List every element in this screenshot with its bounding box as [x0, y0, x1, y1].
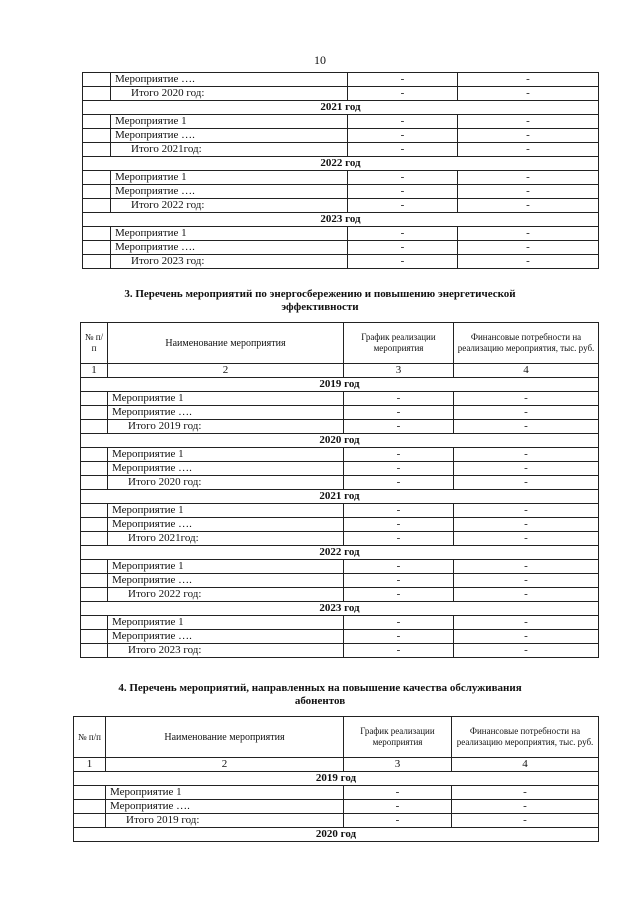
row-number: [81, 588, 108, 602]
col-number: 3: [344, 758, 452, 772]
row-number: [81, 630, 108, 644]
table-row: [83, 171, 599, 185]
finance-value: -: [458, 199, 599, 213]
year-label: 2020 год: [74, 828, 599, 842]
section-3-title-line2: эффективности: [281, 301, 359, 313]
year-row: [81, 378, 599, 392]
activity-name: Мероприятие 1: [111, 171, 348, 185]
header-name: Наименование мероприятия: [106, 717, 344, 758]
activity-name: Итого 2023 год:: [111, 255, 348, 269]
table-row: [81, 504, 599, 518]
table-row: [81, 448, 599, 462]
total-row: [81, 420, 599, 434]
finance-value: -: [454, 588, 599, 602]
year-label: 2021 год: [83, 101, 599, 115]
finance-value: -: [454, 574, 599, 588]
table-row: [74, 800, 599, 814]
header-finance: Финансовые потребности на реализацию мероприятия, тыс. руб.: [452, 717, 599, 758]
finance-value: -: [458, 73, 599, 87]
schedule-value: -: [344, 560, 454, 574]
table-row: [81, 560, 599, 574]
total-row: [81, 644, 599, 658]
row-number: [81, 560, 108, 574]
schedule-value: -: [344, 588, 454, 602]
finance-value: -: [452, 814, 599, 828]
schedule-value: -: [348, 115, 458, 129]
table-row: [81, 406, 599, 420]
activity-name: Мероприятие ….: [111, 241, 348, 255]
row-number: [81, 616, 108, 630]
year-row: [74, 828, 599, 842]
row-number: [81, 462, 108, 476]
activity-name: Мероприятие 1: [108, 560, 344, 574]
col-number: 1: [74, 758, 106, 772]
finance-value: -: [458, 87, 599, 101]
year-label: 2023 год: [81, 602, 599, 616]
finance-value: -: [454, 448, 599, 462]
activity-name: Итого 2022 год:: [108, 588, 344, 602]
row-number: [83, 129, 111, 143]
activity-name: Итого 2020 год:: [108, 476, 344, 490]
schedule-value: -: [348, 227, 458, 241]
schedule-value: -: [344, 814, 452, 828]
column-numbers-row: [81, 364, 599, 378]
activity-name: Мероприятие ….: [108, 630, 344, 644]
row-number: [83, 185, 111, 199]
finance-value: -: [454, 406, 599, 420]
page-number: 10: [314, 53, 326, 67]
schedule-value: -: [344, 462, 454, 476]
header-num: № п/п: [81, 323, 108, 364]
row-number: [83, 241, 111, 255]
header-finance: Финансовые потребности на реализацию мероприятия, тыс. руб.: [454, 323, 599, 364]
schedule-value: -: [344, 420, 454, 434]
activity-name: Мероприятие ….: [106, 800, 344, 814]
activity-name: Мероприятие ….: [108, 518, 344, 532]
table-row: [83, 115, 599, 129]
finance-value: -: [454, 560, 599, 574]
section-2-table: [82, 72, 599, 269]
schedule-value: -: [348, 87, 458, 101]
total-row: [83, 255, 599, 269]
row-number: [83, 199, 111, 213]
activity-name: Мероприятие ….: [108, 462, 344, 476]
year-row: [83, 101, 599, 115]
activity-name: Мероприятие ….: [108, 574, 344, 588]
col-number: 4: [454, 364, 599, 378]
row-number: [81, 448, 108, 462]
activity-name: Мероприятие 1: [111, 227, 348, 241]
header-schedule: График реализации мероприятия: [344, 717, 452, 758]
row-number: [83, 87, 111, 101]
row-number: [81, 574, 108, 588]
finance-value: -: [454, 504, 599, 518]
finance-value: -: [458, 241, 599, 255]
finance-value: -: [454, 532, 599, 546]
schedule-value: -: [348, 199, 458, 213]
table-row: [81, 462, 599, 476]
col-number: 2: [108, 364, 344, 378]
activity-name: Итого 2020 год:: [111, 87, 348, 101]
activity-name: Мероприятие 1: [108, 616, 344, 630]
row-number: [83, 227, 111, 241]
year-row: [81, 434, 599, 448]
schedule-value: -: [348, 241, 458, 255]
activity-name: Мероприятие 1: [111, 115, 348, 129]
activity-name: Мероприятие 1: [108, 448, 344, 462]
total-row: [83, 87, 599, 101]
activity-name: Мероприятие 1: [108, 392, 344, 406]
row-number: [81, 476, 108, 490]
activity-name: Итого 2023 год:: [108, 644, 344, 658]
row-number: [83, 115, 111, 129]
activity-name: Мероприятие 1: [108, 504, 344, 518]
schedule-value: -: [348, 143, 458, 157]
schedule-value: -: [344, 630, 454, 644]
finance-value: -: [458, 255, 599, 269]
table-row: [83, 73, 599, 87]
year-label: 2019 год: [74, 772, 599, 786]
section-3-table: [80, 322, 599, 658]
schedule-value: -: [348, 129, 458, 143]
finance-value: -: [458, 185, 599, 199]
row-number: [81, 504, 108, 518]
row-number: [83, 255, 111, 269]
year-row: [74, 772, 599, 786]
finance-value: -: [454, 616, 599, 630]
header-schedule: График реализации мероприятия: [344, 323, 454, 364]
finance-value: -: [454, 476, 599, 490]
section-4-table: [73, 716, 599, 842]
activity-name: Итого 2019 год:: [106, 814, 344, 828]
finance-value: -: [454, 630, 599, 644]
schedule-value: -: [344, 532, 454, 546]
activity-name: Итого 2021год:: [108, 532, 344, 546]
schedule-value: -: [348, 73, 458, 87]
schedule-value: -: [348, 171, 458, 185]
table-row: [81, 616, 599, 630]
schedule-value: -: [344, 504, 454, 518]
year-label: 2019 год: [81, 378, 599, 392]
section-4-body: [74, 772, 599, 842]
row-number: [74, 800, 106, 814]
schedule-value: -: [344, 392, 454, 406]
row-number: [74, 786, 106, 800]
row-number: [74, 814, 106, 828]
schedule-value: -: [344, 448, 454, 462]
activity-name: Итого 2021год:: [111, 143, 348, 157]
finance-value: -: [454, 518, 599, 532]
schedule-value: -: [344, 644, 454, 658]
row-number: [81, 644, 108, 658]
total-row: [81, 476, 599, 490]
activity-name: Мероприятие ….: [108, 406, 344, 420]
row-number: [81, 392, 108, 406]
finance-value: -: [458, 171, 599, 185]
finance-value: -: [452, 786, 599, 800]
table-row: [74, 786, 599, 800]
schedule-value: -: [344, 786, 452, 800]
finance-value: -: [458, 227, 599, 241]
year-row: [81, 546, 599, 560]
header-row: [74, 717, 599, 758]
col-number: 4: [452, 758, 599, 772]
row-number: [83, 143, 111, 157]
year-label: 2022 год: [83, 157, 599, 171]
year-row: [81, 490, 599, 504]
total-row: [81, 588, 599, 602]
section-3-body: [81, 378, 599, 658]
section-4-title-line1: 4. Перечень мероприятий, направленных на повышение качества обслуживания: [118, 682, 522, 694]
section-4-title-line2: абонентов: [294, 695, 346, 707]
year-label: 2020 год: [81, 434, 599, 448]
finance-value: -: [458, 115, 599, 129]
year-row: [81, 602, 599, 616]
schedule-value: -: [344, 406, 454, 420]
year-row: [83, 213, 599, 227]
finance-value: -: [454, 644, 599, 658]
year-label: 2021 год: [81, 490, 599, 504]
schedule-value: -: [344, 476, 454, 490]
table-row: [83, 185, 599, 199]
col-number: 1: [81, 364, 108, 378]
table-row: [81, 518, 599, 532]
year-label: 2023 год: [83, 213, 599, 227]
finance-value: -: [454, 420, 599, 434]
table-row: [83, 241, 599, 255]
schedule-value: -: [344, 518, 454, 532]
row-number: [81, 420, 108, 434]
schedule-value: -: [344, 616, 454, 630]
finance-value: -: [458, 129, 599, 143]
table-row: [81, 392, 599, 406]
row-number: [83, 171, 111, 185]
schedule-value: -: [344, 800, 452, 814]
table-row: [81, 630, 599, 644]
header-row: [81, 323, 599, 364]
section-3-title-line1: 3. Перечень мероприятий по энергосбережению и повышению энергетической: [124, 288, 516, 300]
row-number: [81, 406, 108, 420]
total-row: [81, 532, 599, 546]
year-row: [83, 157, 599, 171]
year-label: 2022 год: [81, 546, 599, 560]
finance-value: -: [458, 143, 599, 157]
row-number: [83, 73, 111, 87]
activity-name: Итого 2019 год:: [108, 420, 344, 434]
finance-value: -: [454, 462, 599, 476]
section-4-title: [60, 682, 580, 708]
col-number: 3: [344, 364, 454, 378]
table-row: [83, 227, 599, 241]
column-numbers-row: [74, 758, 599, 772]
header-num: № п/п: [74, 717, 106, 758]
activity-name: Мероприятие ….: [111, 73, 348, 87]
table-row: [83, 129, 599, 143]
activity-name: Мероприятие 1: [106, 786, 344, 800]
activity-name: Мероприятие ….: [111, 185, 348, 199]
finance-value: -: [454, 392, 599, 406]
total-row: [83, 143, 599, 157]
activity-name: Итого 2022 год:: [111, 199, 348, 213]
row-number: [81, 518, 108, 532]
header-name: Наименование мероприятия: [108, 323, 344, 364]
col-number: 2: [106, 758, 344, 772]
table-row: [81, 574, 599, 588]
total-row: [74, 814, 599, 828]
schedule-value: -: [348, 255, 458, 269]
finance-value: -: [452, 800, 599, 814]
total-row: [83, 199, 599, 213]
activity-name: Мероприятие ….: [111, 129, 348, 143]
section-2-body: [83, 73, 599, 269]
section-3-title: [60, 288, 580, 314]
schedule-value: -: [344, 574, 454, 588]
row-number: [81, 532, 108, 546]
schedule-value: -: [348, 185, 458, 199]
